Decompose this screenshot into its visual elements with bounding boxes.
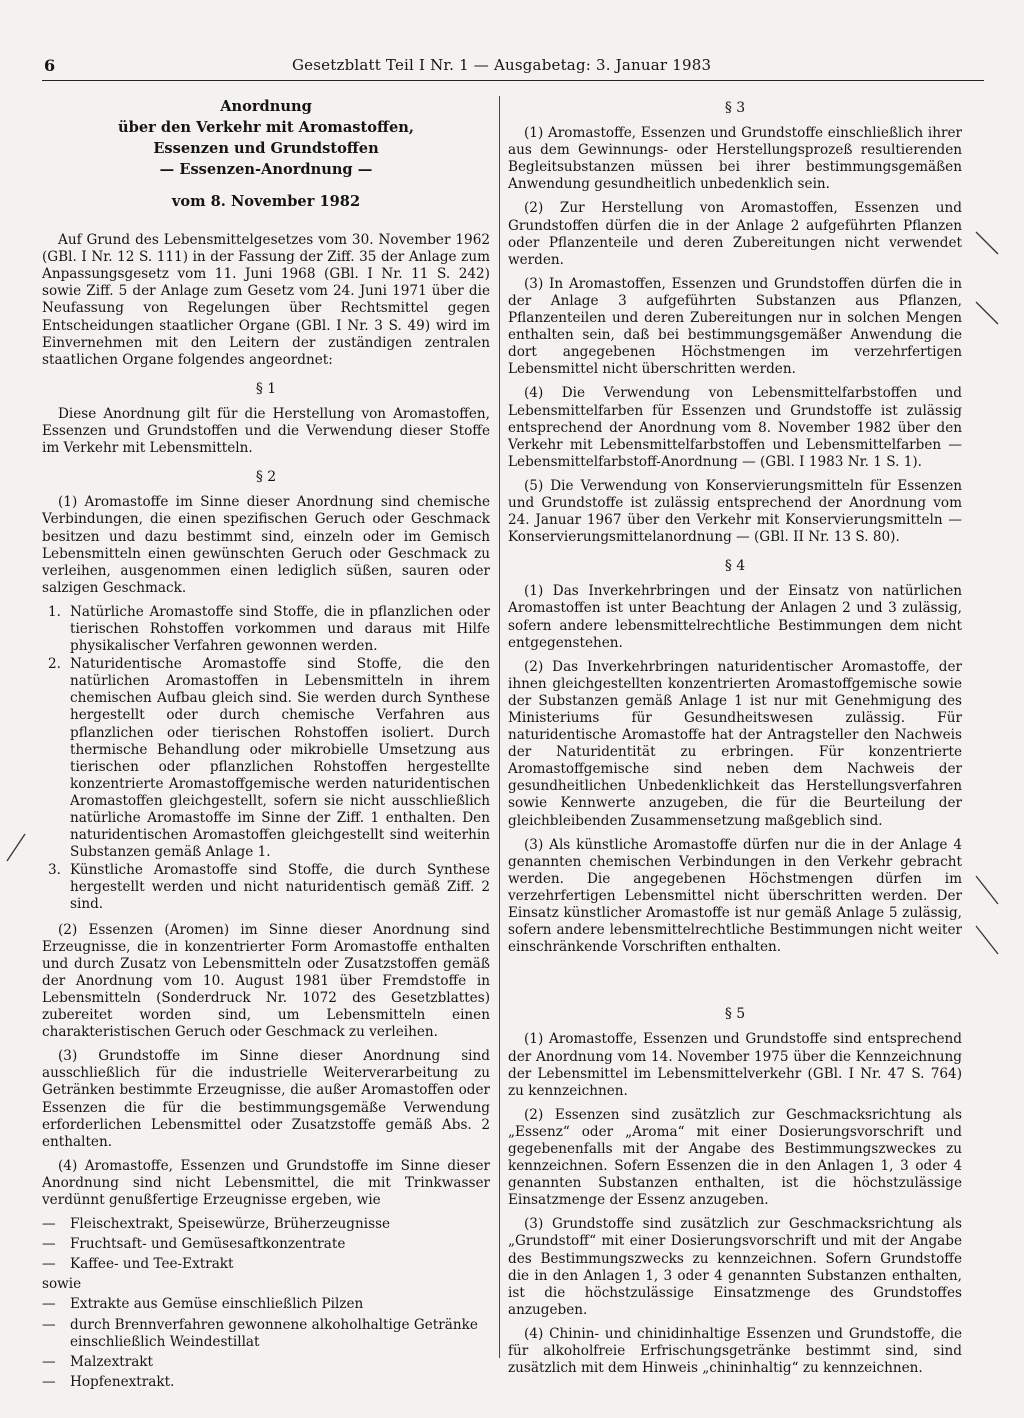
section-heading: § 4 xyxy=(724,558,746,575)
section-paragraph: (2) Zur Herstellung von Aromastoffen, Essenzen und Grundstoffen dürfen die in der Anlage 2 aufgeführten Pflanzen oder Pflanzenteile und deren Zubereitungen nicht verwendet werden. xyxy=(508,200,962,268)
title-line: Essenzen und Grundstoffen xyxy=(153,140,379,157)
list-item: — Fruchtsaft- und Gemüsesaftkonzentrate xyxy=(42,1236,490,1253)
section-paragraph: (5) Die Verwendung von Konservierungsmitteln für Essenzen und Grundstoffe ist zulässig entsprechend der Anordnung vom 24. Januar 1967 über den Verkehr mit Konservierungsmitteln — Konservierungsmittelanordnung — (GBl. II Nr. 13 S. 80). xyxy=(508,477,962,546)
numbered-list xyxy=(42,604,490,914)
dash-list xyxy=(42,1296,490,1390)
section-paragraph: (1) Das Inverkehrbringen und der Einsatz von natürlichen Aromastoffen ist unter Beachtung der Anlagen 2 und 3 zulässig, sofern andere lebensmittelrechtliche Bestimmungen dem nicht entgegenstehen. xyxy=(508,583,962,651)
list-item: — Malzextrakt xyxy=(42,1354,490,1371)
section-paragraph: (1) Aromastoffe im Sinne dieser Anordnung sind chemische Verbindungen, die einen spezifischen Geruch oder Geschmack besitzen und dazu bestimmt sind, einzeln oder im Gemisch Lebensmitteln einen gewünschten Geruch oder Geschmack zu verleihen, ausgenommen einen lediglich süßen, sauren oder salzigen Geschmack. xyxy=(42,494,490,596)
title-line: — Essenzen-Anordnung — xyxy=(159,161,373,178)
section-paragraph: (2) Essenzen sind zusätzlich zur Geschmacksrichtung als „Essenz“ oder „Aroma“ mit einer Dosierungsvorschrift und gegebenenfalls mit der Angabe des Bestimmungszweckes zu kennzeichnen. Sofern Essenzen die in den Anlagen 1, 3 oder 4 genannten Substanzen enthalten, ist die höchstzulässige Einsatzmenge der Essenz anzugeben. xyxy=(508,1106,962,1209)
section-paragraph: (3) Grundstoffe sind zusätzlich zur Geschmacksrichtung als „Grundstoff“ mit einer Dosierungsvorschrift und mit der Angabe des Bestimmungszwecks zu kennzeichnen. Sofern Grundstoffe die in den Anlagen 1, 3 oder 4 genannten Substanzen enthalten, ist die höchstzulässige Einsatzmenge des Grundstoffes anzugeben. xyxy=(508,1216,962,1318)
left-column xyxy=(42,96,490,1394)
preamble: Auf Grund des Lebensmittelgesetzes vom 30. November 1962 (GBl. I Nr. 12 S. 111) in der Fassung der Ziff. 35 der Anlage zum Anpassungsgesetz vom 11. Juni 1968 (GBl. I Nr. 11 S. 242) sowie Ziff. 5 der Anlage zum Gesetz vom 24. Juni 1971 über die Neufassung von Regelungen über Rechtsmittel gegen Entscheidungen staatlicher Organe (GBl. I Nr. 3 S. 49) wird im Einvernehmen mit den Leitern der zuständigen zentralen staatlichen Organe folgendes angeordnet: xyxy=(42,232,490,368)
section-heading: § 1 xyxy=(255,380,277,397)
item-text: Künstliche Aromastoffe sind Stoffe, die durch Synthese hergestellt werden und nicht naturidentisch gemäß Ziff. 2 sind. xyxy=(70,862,490,913)
dash-list xyxy=(42,1216,490,1273)
item-text: Kaffee- und Tee-Extrakt xyxy=(70,1256,234,1273)
section-text: Diese Anordnung gilt für die Herstellung von Aromastoffen, Essenzen und Grundstoffen und die Verwendung dieser Stoffe im Verkehr mit Lebensmitteln. xyxy=(42,405,490,457)
section-paragraph: (4) Die Verwendung von Lebensmittelfarbstoffen und Lebensmittelfarben für Essenzen und Grundstoffe ist zulässig entsprechend der Anordnung vom 8. November 1982 über den Verkehr mit Lebensmittelfarbstoffen und Lebensmittelfarben — Lebensmittelfarbstoff-Anordnung — (GBl. I 1983 Nr. 1 S. 1). xyxy=(508,385,962,470)
margin-pen-mark xyxy=(972,228,1002,258)
page-header xyxy=(42,56,984,81)
item-text: Fleischextrakt, Speisewürze, Brüherzeugnisse xyxy=(70,1216,391,1233)
item-text: durch Brennverfahren gewonnene alkoholhaltige Getränke einschließlich Weindestillat xyxy=(70,1316,478,1350)
item-number: 1. xyxy=(48,603,61,620)
margin-pen-mark xyxy=(972,298,1002,328)
section-heading: § 2 xyxy=(255,469,277,486)
section-paragraph: (4) Chinin- und chinidinhaltige Essenzen und Grundstoffe, die für alkoholfreie Erfrischungsgetränke bestimmt sind, sind zusätzlich mit dem Hinweis „chininhaltig“ zu kennzeichnen. xyxy=(508,1325,962,1377)
header-title: Gesetzblatt Teil I Nr. 1 — Ausgabetag: 3. Januar 1983 xyxy=(292,56,712,74)
list-item: — Kaffee- und Tee-Extrakt xyxy=(42,1256,490,1273)
document-date: vom 8. November 1982 xyxy=(171,193,361,210)
item-text: Extrakte aus Gemüse einschließlich Pilzen xyxy=(70,1296,364,1313)
list-item xyxy=(42,656,490,861)
section-paragraph: (2) Essenzen (Aromen) im Sinne dieser Anordnung sind Erzeugnisse, die in konzentrierter Form Aromastoffe enthalten und durch Zusatz von Lebensmitteln oder Zusatzstoffen gemäß der Anordnung vom 10. August 1981 über Fremdstoffe in Lebensmitteln (Sonderdruck Nr. 1072 des Gesetzblattes) zubereitet worden sind, um Lebensmitteln einen charakteristischen Geruch oder Geschmack zu verleihen. xyxy=(42,921,490,1041)
margin-pen-mark xyxy=(4,830,28,864)
section-paragraph: (3) Als künstliche Aromastoffe dürfen nur die in der Anlage 4 genannten chemischen Verbindungen in den Verkehr gebracht werden. Die angegebenen Höchstmengen dürfen im verzehrfertigen Lebensmittel nicht überschritten werden. Der Einsatz künstlicher Aromastoffe ist nur gemäß Anlage 5 zulässig, sofern andere lebensmittelrechtliche Bestimmungen nicht weiter einschränkende Vorschriften enthalten. xyxy=(508,836,962,956)
item-text: Natürliche Aromastoffe sind Stoffe, die in pflanzlichen oder tierischen Rohstoffen vorkommen und daraus mit Hilfe physikalischer Verfahren gewonnen werden. xyxy=(70,603,490,655)
document-title xyxy=(42,96,490,180)
section-heading: § 3 xyxy=(724,100,746,116)
section-paragraph: (1) Aromastoffe, Essenzen und Grundstoffe sind entsprechend der Anordnung vom 14. November 1975 über die Kennzeichnung der Lebensmittel im Lebensmittelverkehr (GBl. I Nr. 47 S. 764) zu kennzeichnen. xyxy=(508,1031,962,1099)
item-text: Naturidentische Aromastoffe sind Stoffe, die den natürlichen Aromastoffen in Lebensmitteln in ihrem chemischen Aufbau gleich sind. Sie werden durch Synthese hergestellt oder durch chemische Verfahren aus pflanzlichen oder tierischen Rohstoffen isoliert. Durch thermische Behandlung oder mikrobielle Umsetzung aus tierischen oder pflanzlichen Rohstoffen hergestellte konzentrierte Aromastoffgemische werden naturidentischen Aromastoffen gleichgestellt, sofern sie nicht ausschließlich natürliche Aromastoffe im Sinne der Ziff. 1 enthalten. Den naturidentischen Aromastoffen gleichgestellt sind weiterhin Substanzen gemäß Anlage 1. xyxy=(70,656,490,861)
page-number: 6 xyxy=(44,56,56,75)
list-item: — Hopfenextrakt. xyxy=(42,1374,490,1391)
item-text: Fruchtsaft- und Gemüsesaftkonzentrate xyxy=(70,1236,346,1253)
list-item: — Fleischextrakt, Speisewürze, Brüherzeugnisse xyxy=(42,1216,490,1233)
list-connector: sowie xyxy=(42,1276,82,1293)
right-column xyxy=(508,96,962,1384)
margin-pen-mark xyxy=(972,922,1002,958)
list-item xyxy=(42,862,490,913)
section-paragraph: (3) In Aromastoffen, Essenzen und Grundstoffen dürfen die in der Anlage 3 aufgeführten Substanzen aus Pflanzen, Pflanzenteilen und deren Zubereitungen nur in solchen Mengen enthalten sein, daß bei bestimmungsgemäßer Anwendung die dort angegebenen Höchstmengen im verzehrfertigen Lebensmittel nicht überschritten werden. xyxy=(508,275,962,378)
title-line: Anordnung xyxy=(220,98,312,115)
list-item xyxy=(42,604,490,655)
item-number: 3. xyxy=(48,862,61,879)
section-paragraph: (1) Aromastoffe, Essenzen und Grundstoffe einschließlich ihrer aus dem Gewinnungs- oder Herstellungsprozeß resultierenden Begleitsubstanzen müssen bei ihrer bestimmungsgemäßen Anwendung gesundheitlich unbedenklich sein. xyxy=(508,125,962,193)
list-item: — durch Brennverfahren gewonnene alkoholhaltige Getränke einschließlich Weindestillat xyxy=(42,1317,490,1351)
section-paragraph: (3) Grundstoffe im Sinne dieser Anordnung sind ausschließlich für die industrielle Weiterverarbeitung zu Getränken bestimmte Erzeugnisse, die außer Aromastoffen oder Essenzen die für die bestimmungsgemäße Verwendung erforderlichen Lebensmittel oder Zusatzstoffe gemäß Abs. 2 enthalten. xyxy=(42,1048,490,1150)
item-text: Malzextrakt xyxy=(70,1353,154,1370)
title-line: über den Verkehr mit Aromastoffen, xyxy=(118,119,414,136)
margin-pen-mark xyxy=(972,872,1002,908)
column-divider xyxy=(499,96,500,1358)
list-item: — Extrakte aus Gemüse einschließlich Pilzen xyxy=(42,1296,490,1313)
section-heading: § 5 xyxy=(724,1006,746,1023)
section-paragraph: (4) Aromastoffe, Essenzen und Grundstoffe im Sinne dieser Anordnung sind nicht Lebensmittel, die mit Trinkwasser verdünnt genußfertige Erzeugnisse ergeben, wie xyxy=(42,1157,490,1208)
item-text: Hopfenextrakt. xyxy=(70,1373,175,1390)
section-paragraph: (2) Das Inverkehrbringen naturidentischer Aromastoffe, der ihnen gleichgestellten konzentrierten Aromastoffgemische sowie der Substanzen gemäß Anlage 1 ist nur mit Genehmigung des Ministeriums für Gesundheitswesen zulässig. Für naturidentische Aromastoffe hat der Antragsteller den Nachweis der Naturidentität zu erbringen. Für konzentrierte Aromastoffgemische sind neben dem Nachweis der gesundheitlichen Unbedenklichkeit das Herstellungsverfahren sowie Kennwerte anzugeben, die für die Beurteilung der gleichbleibenden Zusammensetzung maßgeblich sind. xyxy=(508,658,962,829)
item-number: 2. xyxy=(48,656,61,673)
